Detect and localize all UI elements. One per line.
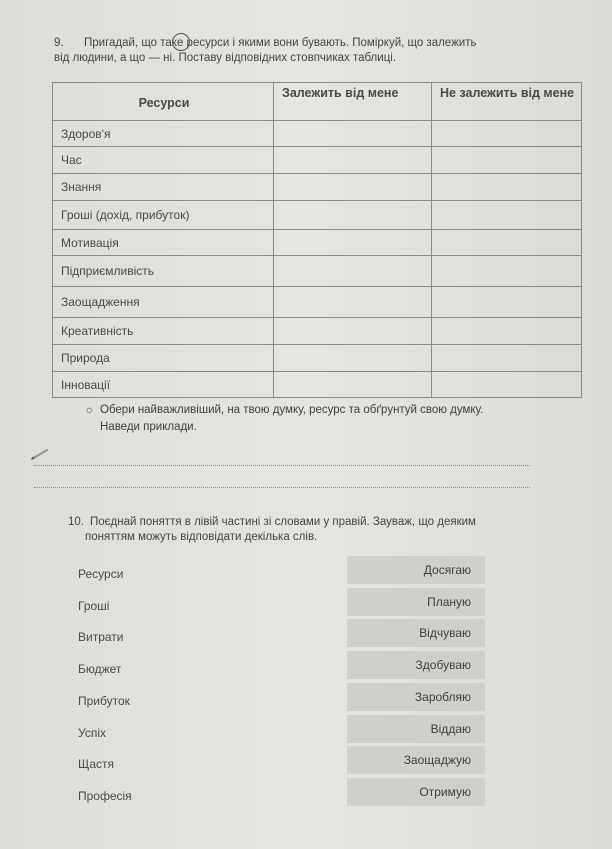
depends-on-me-cell[interactable] (274, 287, 432, 318)
column-header: Не залежить від мене (432, 83, 582, 121)
tip-block (84, 402, 554, 436)
not-depends-on-me-cell[interactable] (432, 121, 582, 147)
resource-name: Інновації (53, 372, 274, 398)
resource-name: Час (53, 147, 274, 174)
not-depends-on-me-cell[interactable] (432, 345, 582, 372)
resource-name: Знання (53, 174, 274, 201)
depends-on-me-cell[interactable] (274, 318, 432, 345)
left-term[interactable]: Бюджет (78, 662, 122, 677)
depends-on-me-cell[interactable] (274, 121, 432, 147)
right-word-box[interactable]: Відчуваю (347, 619, 485, 647)
not-depends-on-me-cell[interactable] (432, 174, 582, 201)
not-depends-on-me-cell[interactable] (432, 201, 582, 230)
tip-line-1: Обери найважливіший, на твою думку, ресурс та обґрунтуй свою думку. (100, 404, 484, 416)
right-word-box[interactable]: Заощаджую (347, 746, 485, 774)
resource-name: Підприємливість (53, 256, 274, 287)
right-word-box[interactable]: Отримую (347, 778, 485, 806)
table-row (53, 147, 582, 174)
task-number: 9. (54, 37, 64, 49)
not-depends-on-me-cell[interactable] (432, 256, 582, 287)
table-row (53, 345, 582, 372)
task-number: 10. (68, 516, 84, 528)
left-term[interactable]: Успіх (78, 725, 106, 740)
task-9-instructions (54, 36, 574, 66)
table-header-row (53, 83, 582, 121)
right-word-box[interactable]: Здобуваю (347, 651, 485, 679)
depends-on-me-cell[interactable] (274, 256, 432, 287)
left-term[interactable]: Прибуток (78, 693, 130, 708)
table-row (53, 372, 582, 398)
table-row (53, 318, 582, 345)
depends-on-me-cell[interactable] (274, 345, 432, 372)
right-word-box[interactable]: Віддаю (347, 715, 485, 743)
left-term[interactable]: Гроші (78, 598, 110, 613)
resource-name: Здоров'я (53, 121, 274, 147)
table-row (53, 174, 582, 201)
resource-name: Креативність (53, 318, 274, 345)
table-row (53, 121, 582, 147)
task-10-instructions (68, 515, 548, 545)
depends-on-me-cell[interactable] (274, 372, 432, 398)
depends-on-me-cell[interactable] (274, 174, 432, 201)
not-depends-on-me-cell[interactable] (432, 318, 582, 345)
column-header: Залежить від мене (274, 83, 432, 121)
right-word-box[interactable]: Досягаю (347, 556, 485, 584)
resource-name: Природа (53, 345, 274, 372)
answer-line[interactable] (34, 487, 530, 488)
task-text-line-1: Поєднай поняття в лівій частині зі словами у правій. Зауваж, що деяким (90, 516, 476, 528)
table-row (53, 287, 582, 318)
not-depends-on-me-cell[interactable] (432, 230, 582, 256)
resource-name: Заощадження (53, 287, 274, 318)
left-term[interactable]: Витрати (78, 630, 124, 645)
depends-on-me-cell[interactable] (274, 230, 432, 256)
pen-circle-mark (172, 33, 190, 51)
depends-on-me-cell[interactable] (274, 201, 432, 230)
table-row (53, 230, 582, 256)
tip-line-2: Наведи приклади. (100, 421, 197, 433)
depends-on-me-cell[interactable] (274, 147, 432, 174)
left-term[interactable]: Щастя (78, 757, 115, 772)
left-term[interactable]: Ресурси (78, 567, 124, 581)
left-term[interactable]: Професія (78, 788, 132, 803)
column-header: Ресурси (53, 83, 274, 121)
right-word-box[interactable]: Заробляю (347, 683, 485, 711)
resources-table (52, 82, 582, 398)
table-row (53, 256, 582, 287)
not-depends-on-me-cell[interactable] (432, 287, 582, 318)
resource-name: Гроші (дохід, прибуток) (53, 201, 274, 230)
sun-icon: ☼ (84, 404, 95, 416)
task-text-line-1: Пригадай, що таке ресурси і якими вони бувають. Поміркуй, що залежить (84, 37, 477, 49)
pencil-icon (30, 447, 50, 461)
task-text-line-2: від людини, а що — ні. Поставу відповідних стовпчиках таблиці. (54, 52, 397, 64)
not-depends-on-me-cell[interactable] (432, 147, 582, 174)
not-depends-on-me-cell[interactable] (432, 372, 582, 398)
right-word-box[interactable]: Планую (347, 588, 485, 616)
table-row (53, 201, 582, 230)
resource-name: Мотивація (53, 230, 274, 256)
task-text-line-2: поняттям можуть відповідати декілька слів. (85, 531, 318, 543)
answer-line[interactable] (34, 465, 530, 466)
